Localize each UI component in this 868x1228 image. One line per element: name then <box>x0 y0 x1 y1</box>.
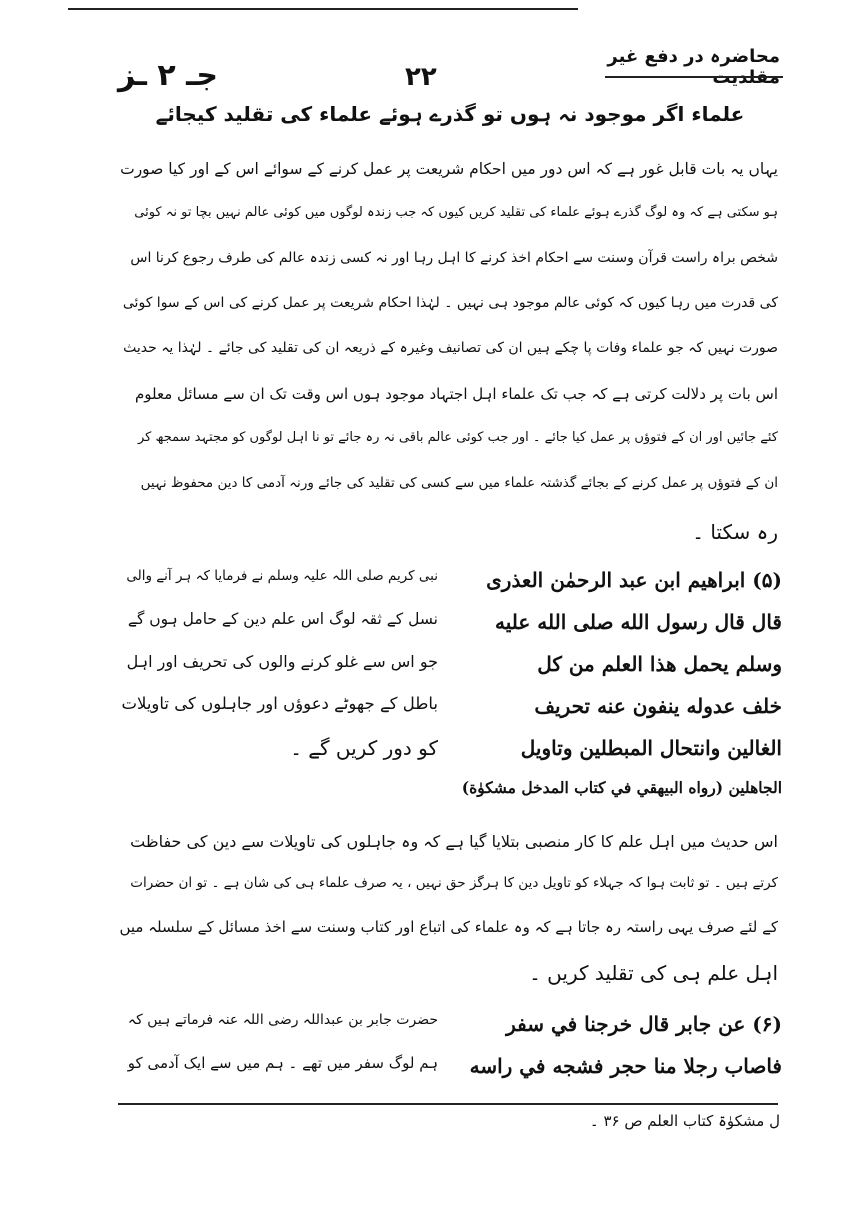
paragraph-line: کئے جائیں اور ان کے فتوؤں پر عمل کیا جائے ۔ اور جب کوئی عالم باقی نہ رہ جائے تو نا اہل لوگوں کو مجتہد سمجھ کر <box>137 430 778 445</box>
translation-line: ہم لوگ سفر میں تھے ۔ ہم میں سے ایک آدمی کو <box>127 1054 438 1072</box>
hadith-5-translation <box>120 568 438 788</box>
translation-line: نبی کریم صلی اللہ علیہ وسلم نے فرمایا کہ ہر آنے والی <box>126 568 438 584</box>
footnote-rule <box>118 1103 778 1105</box>
paragraph-line: کرتے ہیں ۔ تو ثابت ہوا کہ جہلاء کو تاویل دین کا ہرگز حق نہیں ، یہ صرف علماء ہی کی شان ہے ۔ تو ان حضرات <box>130 875 778 891</box>
arabic-line: خلف عدوله ينفون عنه تحريف <box>534 694 782 718</box>
hadith-5-arabic <box>452 568 782 828</box>
top-rule <box>68 8 578 10</box>
paragraph-line: کی قدرت میں رہا کیوں کہ کوئی عالم موجود ہی نہیں ۔ لہٰذا احکام شریعت پر عمل کرنے کی اس کے سوا کوئی <box>122 295 778 311</box>
paragraph-line: ہو سکتی ہے کہ وہ لوگ گذرے ہوئے علماء کی تقلید کریں کیوں کہ جب زندہ لوگوں میں کوئی عالم نہیں بچا تو نہ کوئی <box>134 205 778 220</box>
paragraph-line: شخص براہ راست قرآن وسنت سے احکام اخذ کرنے کا اہل رہا اور نہ کسی زندہ عالم کی طرف رجوع کرنا اس <box>130 250 778 266</box>
paragraph-2 <box>118 832 778 1012</box>
footnote: ل مشکوٰۃ کتاب العلم ص ۳۶ ۔ <box>589 1112 780 1130</box>
section-heading: علماء اگر موجود نہ ہوں تو گذرے ہوئے علماء کی تقلید کیجائے <box>155 102 745 126</box>
arabic-line: قال قال رسول الله صلى الله عليه <box>494 610 782 634</box>
hadith-6-translation <box>120 1012 438 1102</box>
paragraph-line: اہل علم ہی کی تقلید کریں ۔ <box>529 961 778 985</box>
arabic-line: الغالين وانتحال المبطلين وتاويل <box>520 736 782 760</box>
paragraph-line: ان کے فتوؤں پر عمل کرنے کے بجائے گذشتہ علماء میں سے کسی کی تقلید کی جائے ورنہ آدمی کا دین محفوظ نہیں <box>140 475 778 491</box>
arabic-line: (۵) ابراهيم ابن عبد الرحمٰن العذرى <box>486 568 782 592</box>
arabic-line: وسلم يحمل هذا العلم من كل <box>537 652 782 676</box>
paragraph-line: رہ سکتا ۔ <box>692 520 778 544</box>
paragraph-1 <box>118 160 778 550</box>
paragraph-line: یہاں یہ بات قابل غور ہے کہ اس دور میں احکام شریعت پر عمل کرنے کے سوائے اس کے اور کیا صورت <box>120 160 778 178</box>
translation-line: جو اس سے غلو کرنے والوں کی تحریف اور اہل <box>126 652 438 671</box>
translation-line: کو دور کریں گے ۔ <box>290 736 438 760</box>
arabic-line: فاصاب رجلا منا حجر فشجه في راسه <box>469 1054 782 1078</box>
running-title: محاضرہ در دفع غیر مقلدیت <box>607 46 780 88</box>
translation-line: نسل کے ثقہ لوگ اس علم دین کے حامل ہوں گے <box>127 610 438 628</box>
hadith-6-arabic <box>452 1012 782 1102</box>
paragraph-line: صورت نہیں کہ جو علماء وفات پا چکے ہیں ان کی تصانیف وغیرہ کے ذریعہ ان کی تقلید کی جائے ۔ لہٰذا یہ حدیث <box>123 340 778 356</box>
arabic-line: الجاهلين (رواه البيهقي في كتاب المدخل مشكوٰة) <box>461 778 782 797</box>
translation-line: حضرت جابر بن عبداللہ رضی اللہ عنہ فرماتے ہیں کہ <box>127 1012 438 1028</box>
paragraph-line: اس حدیث میں اہل علم کا کار منصبی بتلایا گیا ہے کہ وہ جاہلوں کی تاویلات سے دین کی حفاظت <box>130 832 778 851</box>
running-title-underline <box>605 76 783 78</box>
paragraph-line: کے لئے صرف یہی راستہ رہ جاتا ہے کہ وہ علماء کی اتباع اور کتاب وسنت سے اخذ مسائل کے سلسلہ میں <box>119 918 778 936</box>
arabic-line: (۶) عن جابر قال خرجنا في سفر <box>506 1012 782 1036</box>
part-label: جـ ۲ ـز <box>118 58 219 93</box>
translation-line: باطل کے جھوٹے دعوؤں اور جاہلوں کی تاویلات <box>121 694 438 713</box>
paragraph-line: اس بات پر دلالت کرتی ہے کہ جب تک علماء اہل اجتہاد موجود ہوں اس وقت تک ان سے مسائل معلوم <box>134 385 778 403</box>
page-number: ۲۲ <box>405 62 437 92</box>
